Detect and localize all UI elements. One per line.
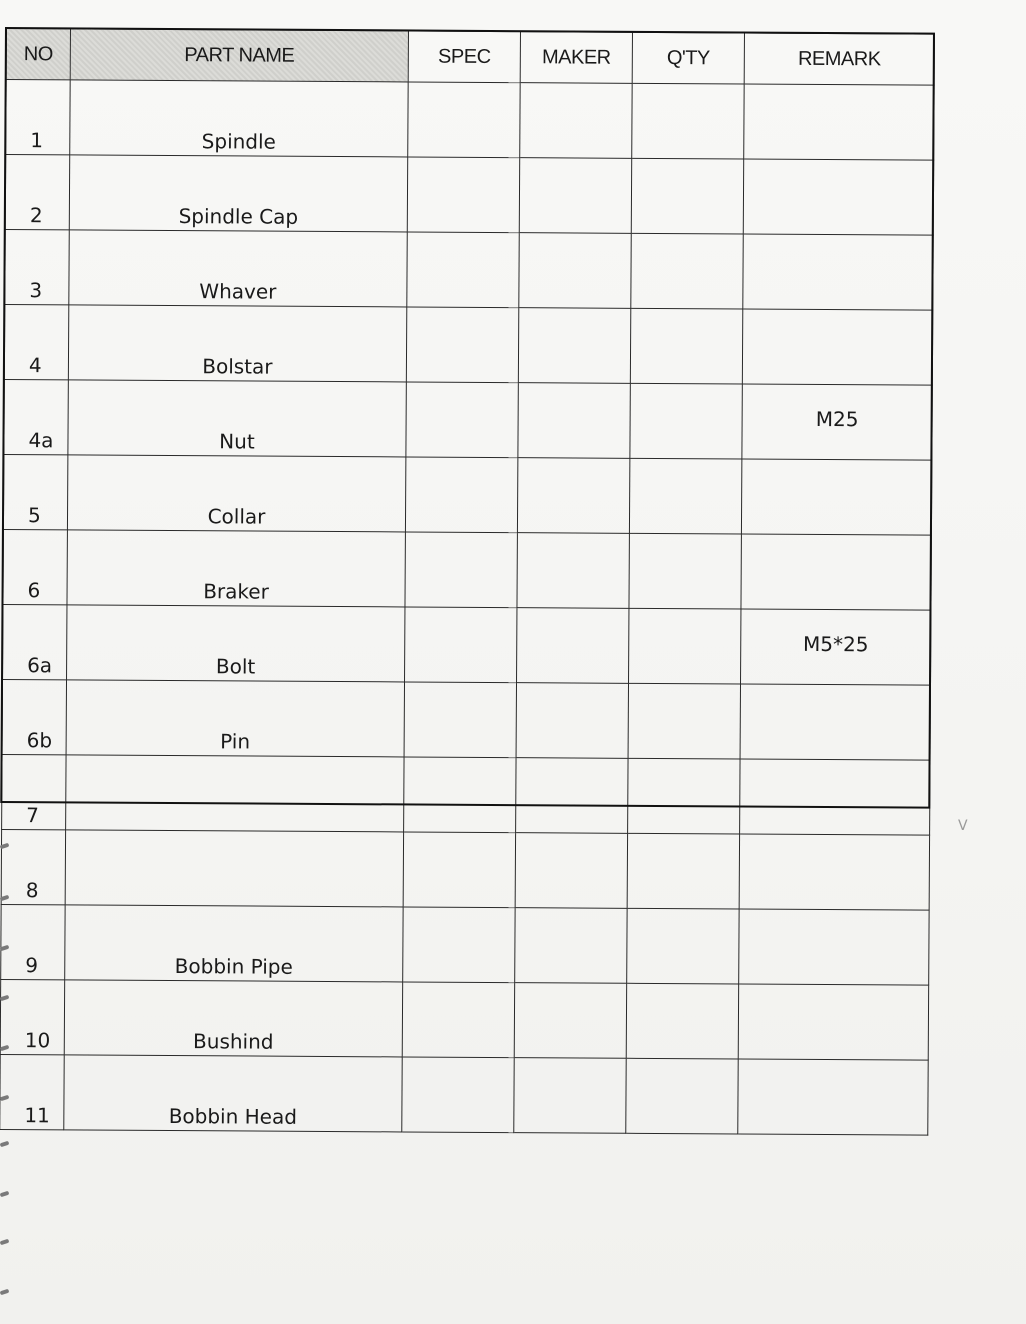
binding-hole-mark [0, 1239, 9, 1246]
cell-maker [518, 383, 630, 459]
cell-no: 3 [5, 229, 69, 304]
cell-maker [515, 833, 627, 909]
header-qty: Q'TY [632, 32, 744, 84]
binding-hole-mark [0, 945, 9, 952]
cell-part-name: Bobbin Pipe [65, 905, 403, 982]
cell-no: 2 [5, 155, 69, 230]
cell-no: 7 [2, 754, 66, 829]
header-row [6, 29, 934, 86]
table-row [0, 1054, 928, 1135]
binding-hole-mark [0, 1141, 9, 1148]
cell-qty [628, 683, 740, 759]
cell-no: 11 [0, 1054, 64, 1129]
cell-qty [628, 758, 740, 834]
cell-spec [402, 1057, 514, 1133]
cell-part-name: Bushind [64, 980, 402, 1057]
binding-hole-mark [0, 1191, 9, 1198]
cell-qty [627, 833, 739, 909]
cell-qty [626, 1058, 738, 1134]
cell-maker [516, 758, 628, 834]
table-row [2, 754, 930, 835]
header-no: NO [6, 29, 70, 80]
cell-spec [405, 532, 517, 608]
cell-no: 6b [2, 679, 66, 754]
binding-hole-mark [0, 1289, 9, 1296]
cell-maker [514, 1058, 626, 1134]
cell-part-name: Pin [66, 680, 404, 757]
cell-maker [516, 683, 628, 759]
cell-maker [515, 908, 627, 984]
cell-no: 1 [6, 80, 70, 155]
cell-no: 8 [1, 829, 65, 904]
cell-remark [739, 834, 929, 910]
table-row [4, 379, 932, 460]
cell-maker [514, 983, 626, 1059]
table-row [6, 80, 934, 161]
cell-no: 10 [0, 979, 64, 1054]
cell-part-name: Spindle Cap [69, 155, 407, 232]
table-body [0, 80, 934, 1136]
cell-remark [743, 234, 933, 310]
cell-qty [629, 533, 741, 609]
cell-spec [405, 457, 517, 533]
cell-no: 6 [3, 529, 67, 604]
cell-qty [626, 983, 738, 1059]
cell-maker [517, 458, 629, 534]
cell-remark [740, 759, 930, 835]
cell-remark: M25 [742, 384, 932, 460]
cell-part-name: Collar [67, 455, 405, 532]
cell-spec [408, 82, 520, 158]
cell-remark [743, 159, 933, 235]
cell-spec [403, 907, 515, 983]
table-row [1, 904, 929, 985]
cell-spec [404, 682, 516, 758]
table-header [6, 29, 934, 86]
spiral-binding-marks [0, 820, 14, 1320]
parts-list-table [0, 28, 935, 1136]
table-row [5, 229, 933, 310]
header-spec: SPEC [408, 31, 520, 83]
cell-part-name: Bolstar [68, 305, 406, 382]
cell-remark [740, 684, 930, 760]
binding-hole-mark [0, 1095, 9, 1102]
cell-part-name: Braker [67, 530, 405, 607]
cell-part-name: Bobbin Head [64, 1055, 402, 1132]
header-part-name: PART NAME [70, 29, 408, 82]
cell-spec [407, 157, 519, 233]
cell-remark: M5*25 [741, 609, 931, 685]
cell-remark [744, 84, 934, 160]
cell-maker [517, 608, 629, 684]
cell-part-name: Bolt [67, 605, 405, 682]
cell-spec [406, 382, 518, 458]
cell-no: 9 [1, 904, 65, 979]
cell-spec [404, 757, 516, 833]
cell-qty [630, 308, 742, 384]
cell-no: 4 [4, 304, 68, 379]
cell-spec [403, 832, 515, 908]
cell-qty [627, 908, 739, 984]
cell-remark [742, 309, 932, 385]
cell-qty [632, 83, 744, 159]
header-maker: MAKER [520, 32, 632, 84]
cell-no: 5 [3, 454, 67, 529]
cell-maker [519, 158, 631, 234]
cell-no: 6a [3, 604, 67, 679]
table-row [1, 829, 929, 910]
cell-maker [518, 308, 630, 384]
cell-maker [519, 233, 631, 309]
binding-hole-mark [0, 995, 9, 1002]
cell-part-name: Whaver [69, 230, 407, 307]
table-row [3, 604, 931, 685]
cell-part-name: Spindle [70, 80, 408, 157]
cell-qty [631, 233, 743, 309]
cell-remark [741, 534, 931, 610]
cell-spec [407, 232, 519, 308]
table-row [0, 979, 928, 1060]
cell-maker [517, 533, 629, 609]
table-row [5, 155, 933, 236]
cell-qty [629, 608, 741, 684]
cell-no: 4a [4, 379, 68, 454]
binding-hole-mark [0, 1045, 9, 1052]
cell-qty [630, 383, 742, 459]
cell-remark [738, 1059, 928, 1135]
cell-qty [631, 158, 743, 234]
cell-spec [405, 607, 517, 683]
cell-part-name [65, 830, 403, 907]
table-row [4, 304, 932, 385]
cell-remark [739, 909, 929, 985]
cell-spec [402, 982, 514, 1058]
table-row [3, 529, 931, 610]
cell-part-name [66, 755, 404, 832]
table-row [2, 679, 930, 760]
table-row [3, 454, 931, 535]
cell-remark [741, 459, 931, 535]
cell-maker [520, 83, 632, 159]
cell-remark [738, 984, 928, 1060]
header-remark: REMARK [744, 33, 934, 85]
cell-qty [629, 458, 741, 534]
cell-part-name: Nut [68, 380, 406, 457]
binding-hole-mark [0, 895, 9, 902]
corner-pencil-mark: V [958, 818, 968, 834]
binding-hole-mark [0, 843, 9, 850]
cell-spec [406, 307, 518, 383]
